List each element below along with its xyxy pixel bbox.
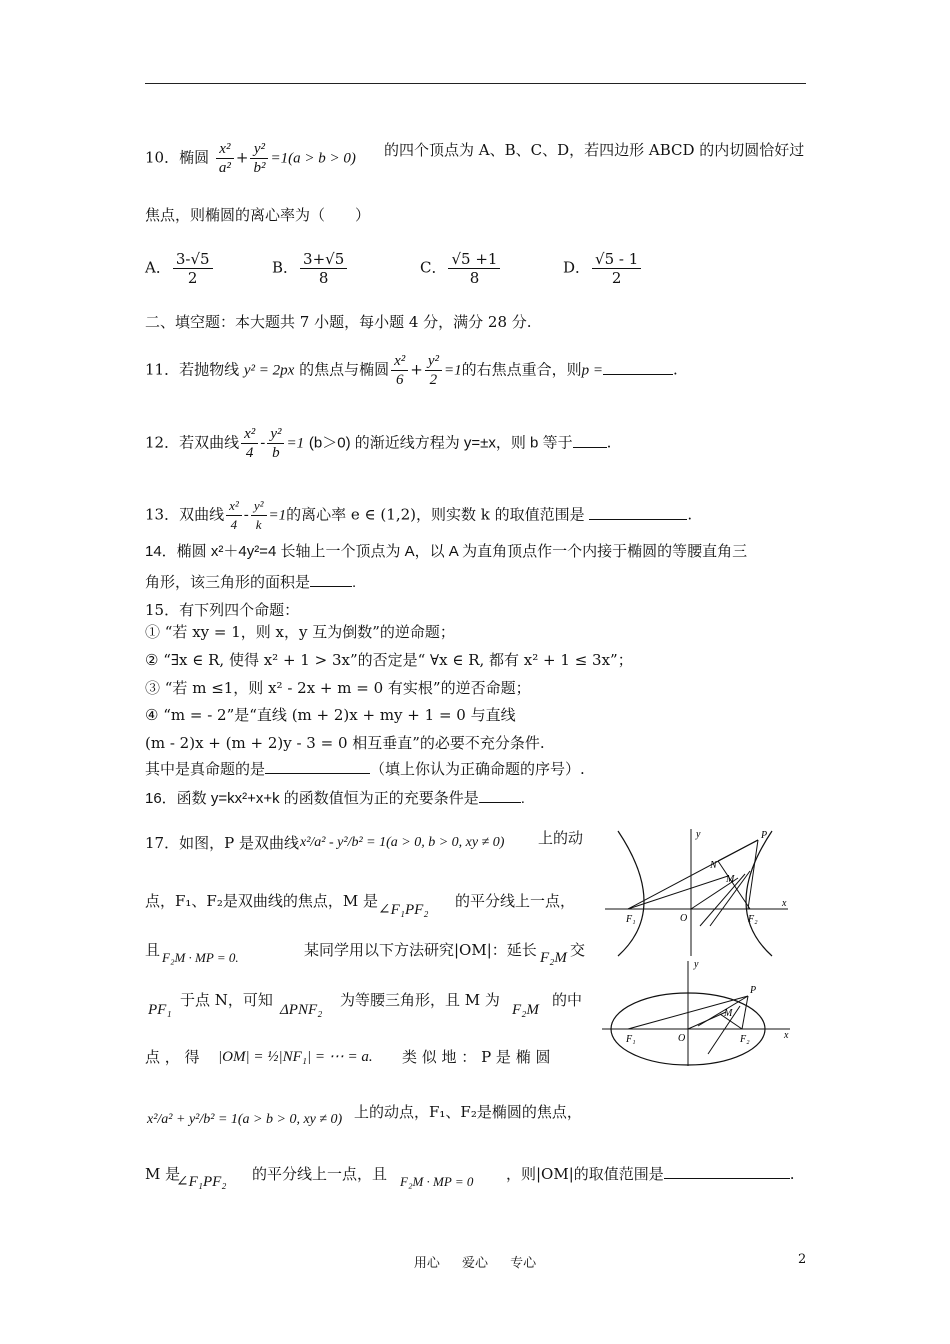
q17-line3-b: 某同学用以下方法研究|OM|：延长 [304,941,537,959]
q14-line1: 14．椭圆 x²＋4y²=4 长轴上一个顶点为 A，以 A 为直角顶点作一个内接于椭圆的等腰直角三 [145,543,748,560]
q16: 16．函数 y=kx²+x+k 的函数值恒为正的充要条件是 . [145,790,525,807]
fig1-label-y: y [696,829,701,840]
fig1-label-o: O [680,913,688,924]
q17-line4-c: 为等腰三角形，且 M 为 [340,991,500,1009]
fig2-label-f1: F₁ [626,1034,636,1045]
ellipse-figure [600,958,800,1070]
q10-option-d: D． $\frac{√5 - 1}{2}$ [563,250,643,287]
fig1-label-p: P [761,830,768,841]
fig1-label-n: N [710,860,717,871]
page-footer: 用心 爱心 专心 [413,1256,537,1271]
hyperbola-figure [600,826,800,961]
q17-vector-1: F₂M · MP = 0. [162,950,239,965]
q10-line1-suffix: 的四个顶点为 A、B、C、D，若四边形 ABCD 的内切圆恰好过 [384,141,805,159]
header-rule [145,83,806,84]
q15-item-2: ② “∃x ∈ R, 使得 x² + 1 > 3x”的否定是“ ∀x ∈ R, 都有 x² + 1 ≤ 3x”； [145,651,633,669]
q12: 12．若双曲线 $\frac{\text{x²}}{4}$ - $\frac{\text{y²}}{b}$ =1 (b＞0) 的渐近线方程为 y=±x，则 b 等于 . [145,426,612,461]
q10-line1: 10．椭圆 $\frac{\text{x²}}{\text{a²}}$ + $\frac{\text{y²}}{\text{b²}}$ =1(a > b > 0) [145,141,356,176]
fig2-label-m: M [724,1008,733,1019]
q10-line2: 焦点，则椭圆的离心率为（ ） [145,206,371,224]
q15-title: 15．有下列四个命题： [145,601,300,619]
q17-line6-b: 上的动点，F₁、F₂是椭圆的焦点， [354,1103,582,1121]
q17-angle-1: ∠F₁PF₂ [378,902,429,918]
page-number: 2 [798,1252,807,1267]
q17-line7-c: ，则|OM|的取值范围是 . [506,1165,795,1183]
q17-angle-2: ∠F₁PF₂ [176,1174,227,1190]
fig1-label-x: x [782,898,787,909]
q17-seg-2: F₂M [512,1002,539,1018]
fig2-label-x: x [784,1030,789,1041]
q17-line2: 点，F₁、F₂是双曲线的焦点，M 是 [145,892,378,910]
q15-item-3: ③ “若 m ≤1，则 x² - 2x + m = 0 有实根”的逆否命题； [145,679,531,697]
q17-line1-suffix: 上的动 [538,829,584,847]
q10-frac-x: $\frac{\text{x²}}{\text{a²}}$ [216,140,234,177]
fig2-label-y: y [694,959,699,970]
q11: 11．若抛物线 y² = 2px 的焦点与椭圆 $\frac{\text{x²}}{6}$ + $\frac{\text{y²}}{2}$ =1的右焦点重合，则p = . [145,353,678,388]
q15-item-4-cont: (m - 2)x + (m + 2)y - 3 = 0 相互垂直”的必要不充分条件. [145,734,545,752]
q17-seg-1: F₂M [540,950,567,966]
q17-line1: 17．如图，P 是双曲线 [145,834,299,852]
q10-option-a: A． $\frac{3-√5}{2}$ [145,250,215,287]
q10-option-c: C． $\frac{√5 +1}{8}$ [420,250,502,287]
q17-om-eq: |OM| = ½|NF₁| = ⋯ = a. [218,1049,373,1065]
q15-item-1: ① “若 xy = 1，则 x，y 互为倒数”的逆命题； [145,623,455,641]
q15-conclusion: 其中是真命题的是 （填上你认为正确命题的序号）. [145,760,585,778]
q17-seg-pf1: PF₁ [148,1002,172,1018]
fig1-label-f1: F₁ [626,914,636,925]
fig1-label-m: M [726,874,735,885]
hyperbola-left-branch [618,831,644,956]
q15-item-4: ④ “m = - 2”是“直线 (m + 2)x + my + 1 = 0 与直线 [145,706,516,724]
q17-line3-c: 交 [570,941,586,959]
q17-triangle: ΔPNF₂ [280,1002,323,1018]
fig2-label-o: O [678,1033,686,1044]
q17-ellipse-eq: x²/a² + y²/b² = 1(a > b > 0, xy ≠ 0) [147,1112,343,1127]
fig2-label-f2: F₂ [740,1034,750,1045]
q17-line3-a: 且 [145,941,161,959]
section-heading: 二、填空题：本大题共 7 小题，每小题 4 分，满分 28 分. [145,313,532,331]
q13: 13．双曲线 $\frac{\text{x²}}{4}$ - $\frac{\text{y²}}{k}$ =1的离心率 e ∈ (1,2)，则实数 k 的取值范围是 . [145,498,693,532]
q17-line5-b: 类 似 地 ： P 是 椭 圆 [402,1048,551,1066]
q17-line7-b: 的平分线上一点，且 [252,1165,388,1183]
q14-line2: 角形，该三角形的面积是 . [145,574,357,591]
fig2-label-p: P [750,985,757,996]
q17-line4-b: 于点 N，可知 [180,991,273,1009]
q17-line2-b: 的平分线上一点， [455,892,576,910]
fig1-label-f2: F₂ [748,914,758,925]
q17-line5-a: 点 ， 得 [145,1048,200,1066]
q17-line7-a: M 是 [145,1165,181,1183]
q17-vector-2: F₂M · MP = 0 [400,1174,474,1189]
q17-line4-d: 的中 [552,991,583,1009]
q10-option-b: B． $\frac{3+√5}{8}$ [272,250,349,287]
q17-hyperbola-eq: x²/a² - y²/b² = 1(a > 0, b > 0, xy ≠ 0) [300,835,505,850]
